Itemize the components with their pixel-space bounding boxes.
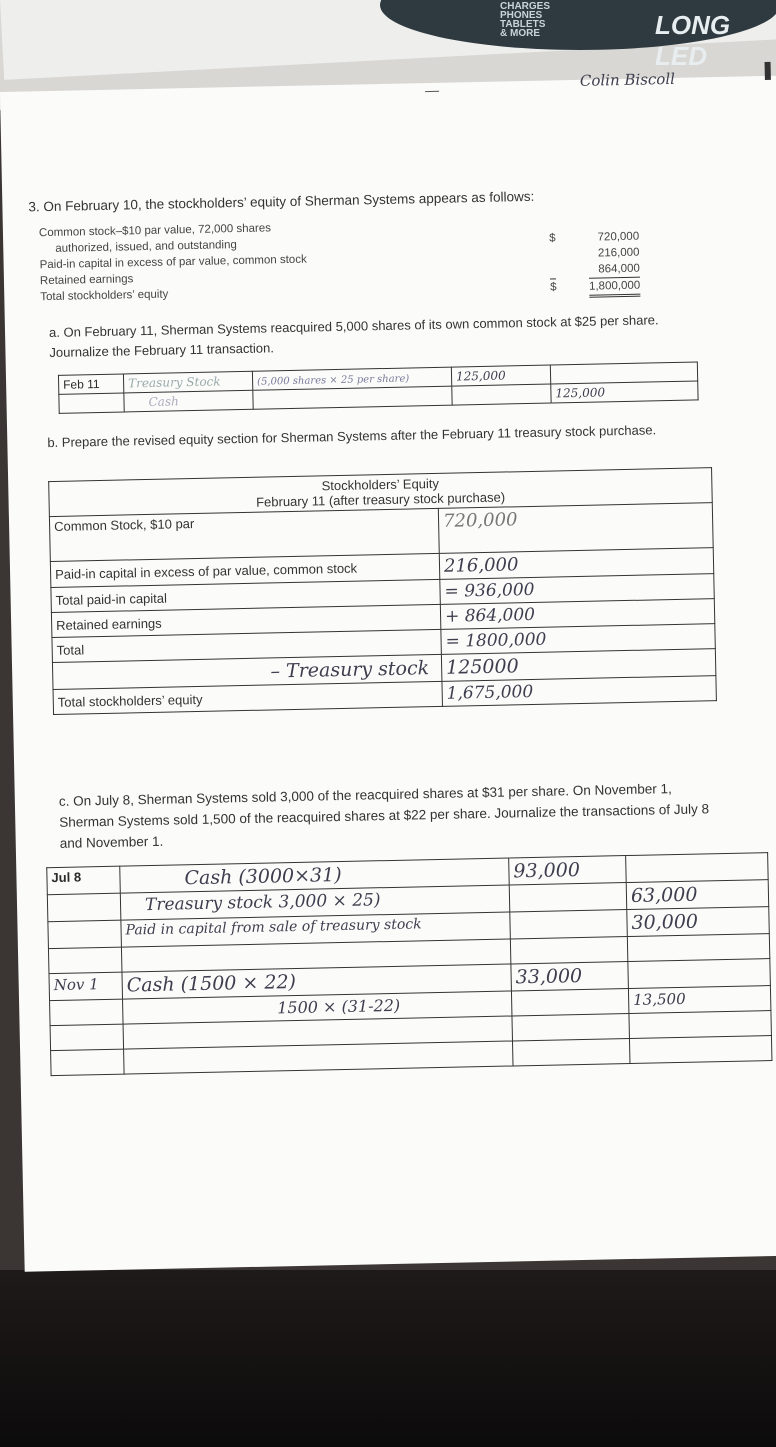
account-text: Treasury stock 3,000 × 25) bbox=[144, 890, 381, 916]
dollar-sign: $ bbox=[550, 278, 557, 295]
journal-credit bbox=[626, 853, 769, 883]
journal-date bbox=[50, 1024, 124, 1051]
credit-amount: 13,500 bbox=[632, 989, 686, 1009]
journal-date: Jul 8 bbox=[47, 866, 121, 895]
device-label: CHARGES PHONES TABLETS & MORE bbox=[500, 1, 551, 39]
journal-debit bbox=[509, 883, 627, 912]
dollar-sign: $ bbox=[549, 232, 556, 245]
question-3-prompt: 3. On February 10, the stockholders’ equity of Sherman Systems appears as follows: bbox=[28, 188, 535, 215]
equity-value: 216,000 bbox=[597, 246, 640, 260]
calc-text: (5,000 shares × 25 per share) bbox=[257, 373, 410, 388]
debit-amount: 33,000 bbox=[515, 965, 583, 989]
equity-label: Total stockholders’ equity bbox=[40, 288, 169, 304]
date-text: Nov 1 bbox=[53, 975, 99, 995]
account-text: Treasury Stock bbox=[127, 374, 221, 391]
debit-amount: 93,000 bbox=[513, 859, 581, 883]
account-text: Paid in capital from sale of treasury stock bbox=[125, 916, 422, 939]
journal-credit bbox=[628, 959, 771, 989]
student-name: Colin Biscoll bbox=[579, 69, 676, 90]
device-brand: LONG LED bbox=[655, 10, 731, 71]
part-b-prompt: b. Prepare the revised equity section for Sherman Systems after the February 11 treasury stock purchase. bbox=[47, 422, 657, 451]
equity-label: Paid-in capital in excess of par value, common stock bbox=[39, 253, 307, 272]
credit-amount: 30,000 bbox=[631, 910, 699, 934]
journal-debit bbox=[510, 937, 627, 964]
journal-credit bbox=[627, 934, 769, 962]
journal-calc bbox=[253, 386, 452, 409]
part-c-prompt: c. On July 8, Sherman Systems sold 3,000 of the reacquired shares at $31 per share. On November 1, Sherman Systems sold 1,500 of the reacquired shares at $22 per share. Journalize the transactions of July 8 and November 1. bbox=[58, 781, 710, 851]
journal-debit bbox=[511, 989, 628, 1016]
account-text: Cash bbox=[148, 394, 179, 409]
journal-credit bbox=[629, 1011, 771, 1039]
journal-credit bbox=[551, 381, 698, 403]
part-c-journal bbox=[46, 852, 772, 1076]
handwritten-value: 216,000 bbox=[443, 554, 519, 577]
statement-title: Stockholders’ Equity bbox=[321, 475, 440, 494]
row-label: Total paid-in capital bbox=[51, 579, 440, 612]
journal-credit bbox=[626, 880, 769, 910]
part-a-prompt: a. On February 11, Sherman Systems reacquired 5,000 shares of its own common stock at $25 per share. Journalize the February 11 transaction. bbox=[48, 312, 659, 361]
handwritten-value: 125000 bbox=[445, 655, 519, 679]
page-edge-mark bbox=[765, 62, 771, 80]
journal-debit bbox=[512, 1039, 629, 1066]
journal-credit bbox=[628, 986, 770, 1014]
journal-account bbox=[124, 390, 253, 412]
handwritten-value: 1,675,000 bbox=[446, 681, 534, 704]
part-a-journal bbox=[58, 361, 699, 413]
worksheet-page bbox=[0, 69, 776, 1272]
debit-amount: 125,000 bbox=[455, 368, 506, 384]
journal-date bbox=[59, 393, 124, 413]
equity-value: 864,000 bbox=[598, 262, 640, 276]
part-b-equity-table bbox=[48, 467, 717, 715]
row-label: Total bbox=[52, 629, 441, 662]
journal-debit bbox=[452, 384, 551, 405]
row-value bbox=[438, 503, 713, 554]
equity-value: 720,000 bbox=[597, 230, 640, 244]
equity-label: Common stock–$10 par value, 72,000 shares bbox=[38, 222, 272, 240]
equity-statement bbox=[39, 213, 641, 306]
journal-date bbox=[49, 972, 123, 1001]
journal-date: Feb 11 bbox=[58, 374, 123, 394]
journal-date bbox=[48, 947, 122, 974]
journal-date bbox=[47, 893, 121, 922]
handwritten-value: = 1800,000 bbox=[445, 629, 547, 652]
row-label: Total stockholders’ equity bbox=[53, 681, 442, 714]
pen-mark bbox=[425, 91, 439, 92]
row-label: Common Stock, $10 par bbox=[49, 508, 439, 561]
account-text: Cash (3000×31) bbox=[184, 864, 342, 890]
equity-label: Retained earnings bbox=[39, 273, 134, 288]
handwritten-value: = 936,000 bbox=[444, 579, 535, 602]
handwritten-value: 720,000 bbox=[442, 509, 518, 532]
handwritten-value: + 864,000 bbox=[444, 604, 536, 627]
row-label: Retained earnings bbox=[51, 604, 440, 637]
statement-subtitle: February 11 (after treasury stock purchase) bbox=[255, 489, 506, 510]
journal-debit bbox=[509, 856, 627, 885]
journal-credit bbox=[627, 907, 770, 937]
journal-debit bbox=[512, 1014, 629, 1041]
journal-date bbox=[51, 1049, 125, 1076]
journal-date bbox=[50, 999, 124, 1026]
account-text: Cash (1500 × 22) bbox=[126, 970, 297, 997]
handwritten-note: – Treasury stock bbox=[270, 657, 430, 683]
dark-background bbox=[0, 1270, 776, 1447]
credit-amount: 63,000 bbox=[630, 883, 698, 907]
credit-amount: 125,000 bbox=[555, 385, 606, 401]
equity-value: 1,800,000 bbox=[589, 277, 641, 298]
account-text: 1500 × (31-22) bbox=[277, 995, 401, 1018]
journal-debit bbox=[511, 962, 629, 991]
journal-debit bbox=[510, 910, 628, 939]
row-value bbox=[442, 676, 716, 707]
journal-credit bbox=[629, 1036, 771, 1064]
equity-label: authorized, issued, and outstanding bbox=[55, 239, 237, 255]
journal-debit bbox=[451, 365, 550, 386]
row-label: Paid-in capital in excess of par value, common stock bbox=[50, 553, 439, 587]
journal-date bbox=[48, 920, 122, 949]
